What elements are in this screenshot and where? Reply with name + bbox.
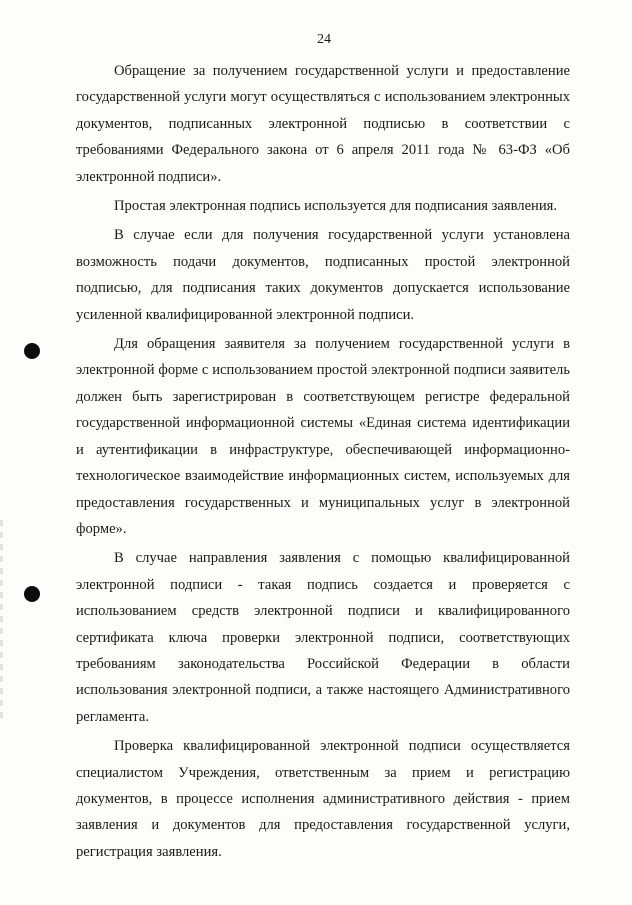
document-body xyxy=(76,58,570,865)
page-number: 24 xyxy=(317,32,331,47)
paragraph-signature-check: Проверка квалифицированной электронной подписи осуществляется специалистом Учреждения, ответственным за прием и регистрацию документов, в процессе исполнения административного действия - прием заявления и документов для предоставления государственной услуги, регистрация заявления. xyxy=(76,738,570,860)
scan-edge-shadow xyxy=(0,520,3,720)
punch-hole-top xyxy=(24,343,40,359)
paragraph-registration-requirement: Для обращения заявителя за получением государственной услуги в электронной форме с использованием простой электронной подписи заявитель должен быть зарегистрирован в соответствующем регистре федеральной государственной информационной системы «Единая система идентификации и аутентификации в инфраструктуре, обеспечивающей информационно-технологическое взаимодействие информационных систем, используемых для предоставления государственных и муниципальных услуг в электронной форме». xyxy=(76,336,570,537)
paragraph-qualified-signature-verification: В случае направления заявления с помощью квалифицированной электронной подписи - такая подпись создается и проверяется с использованием средств электронной подписи и квалифицированного сертификата ключа проверки электронной подписи, соответствующих требованиям законодательства Российской Федерации в области использования электронной подписи, а также настоящего Административного регламента. xyxy=(76,550,570,725)
paragraph-electronic-documents: Обращение за получением государственной услуги и предоставление государственной услуги могут осуществляться с использованием электронных документов, подписанных электронной подписью в соответствии с требованиями Федерального закона от 6 апреля 2011 года № 63-ФЗ «Об электронной подписи». xyxy=(76,63,570,185)
punch-hole-bottom xyxy=(24,586,40,602)
paragraph-qualified-signature-allowed: В случае если для получения государственной услуги установлена возможность подачи документов, подписанных простой электронной подписью, для подписания таких документов допускается использование усиленной квалифицированной электронной подписи. xyxy=(76,227,570,323)
paragraph-simple-signature: Простая электронная подпись используется для подписания заявления. xyxy=(114,198,558,215)
